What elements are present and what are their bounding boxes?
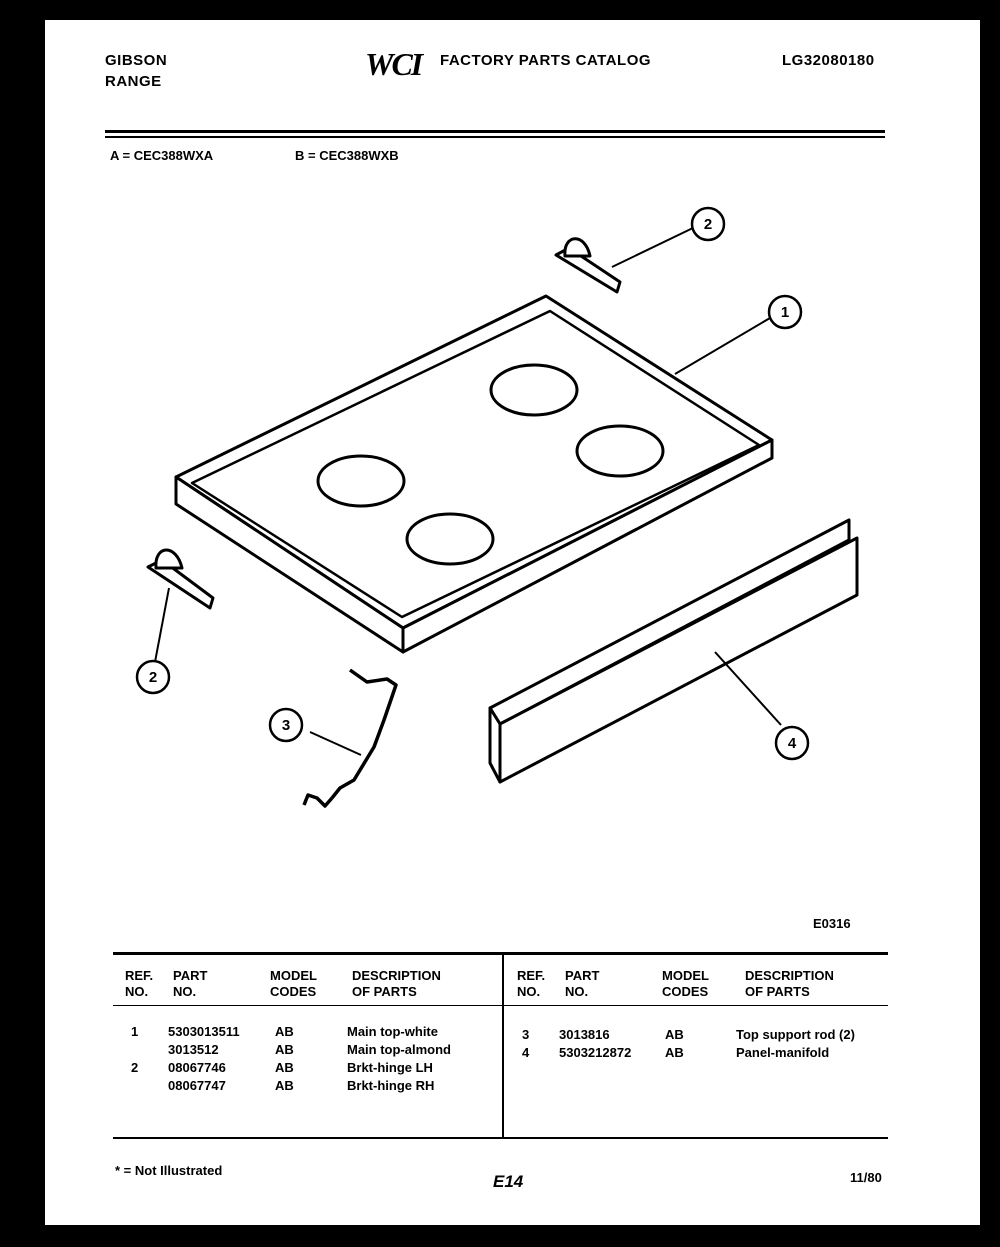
table-cell: Panel-manifold [736,1045,830,1060]
model-b: B = CEC388WXB [295,148,399,163]
table-cell: AB [275,1078,294,1093]
table-cell: 1 [131,1024,139,1039]
top-support-rod [304,670,396,806]
col-part-left [168,1023,240,1095]
col-ref-right [522,1026,529,1062]
table-cell: AB [275,1060,294,1075]
table-cell: 5303212872 [559,1045,632,1060]
table-cell: 08067747 [168,1078,226,1093]
header-part-right: PART NO. [565,968,600,999]
brand-name: GIBSON [105,52,168,69]
hinge-bracket-upper [556,239,620,292]
table-divider [502,955,504,1137]
table-cell: 08067746 [168,1060,226,1075]
header-model: MODEL CODES [270,968,317,999]
header-desc: DESCRIPTION OF PARTS [352,968,441,999]
table-cell: Main top-white [347,1024,438,1039]
hinge-bracket-lower [148,550,213,608]
table-rule-top [113,952,888,955]
table-cell: Brkt-hinge RH [347,1078,435,1093]
table-cell: AB [275,1042,294,1057]
callout-2-lower [137,661,169,693]
table-cell: AB [665,1027,684,1042]
header-desc-right: DESCRIPTION OF PARTS [745,968,834,999]
table-cell [131,1041,138,1059]
main-top [176,296,772,652]
model-a: A = CEC388WXA [110,148,214,163]
table-cell: 2 [131,1060,139,1075]
table-cell: 3 [522,1027,530,1042]
col-model-right [665,1026,684,1062]
wci-logo: WCI [365,46,422,82]
footnote: * = Not Illustrated [115,1163,223,1178]
header-ref: REF. NO. [125,968,154,999]
col-part-right [559,1026,631,1062]
col-desc-left [347,1023,451,1095]
callout-label: 4 [787,735,797,752]
table-cell: Top support rod (2) [736,1027,855,1042]
table-cell: Brkt-hinge LH [347,1060,433,1075]
page-number: E14 [493,1172,524,1191]
col-ref-left [131,1023,138,1095]
callout-label: 1 [780,304,790,321]
callout-label: 3 [281,717,291,734]
header-model-right: MODEL CODES [662,968,709,999]
revision-date: 11/80 [850,1170,882,1185]
col-desc-right [736,1026,855,1062]
figure-code: E0316 [813,916,851,931]
catalog-sheet [45,20,980,1225]
callout-label: 2 [703,216,713,233]
callout-2-upper [692,208,724,240]
table-cell: 3013512 [168,1042,219,1057]
table-cell: AB [275,1024,294,1039]
callout-label: 2 [148,669,158,686]
catalog-number: LG32080180 [782,52,875,69]
table-cell: AB [665,1045,684,1060]
catalog-title: FACTORY PARTS CATALOG [440,52,652,69]
table-rule-bottom [113,1137,888,1139]
table-cell: 3013816 [559,1027,610,1042]
header-part: PART NO. [173,968,208,999]
table-cell: Main top-almond [347,1042,451,1057]
product-type: RANGE [105,73,162,90]
callout-1 [769,296,801,328]
table-cell [131,1077,138,1095]
callout-4 [776,727,808,759]
table-rule-header [113,1005,888,1006]
table-cell: 5303013511 [168,1024,240,1039]
header-ref-right: REF. NO. [517,968,546,999]
table-cell: 4 [522,1045,530,1060]
callout-3 [270,709,302,741]
col-model-left [275,1023,294,1095]
